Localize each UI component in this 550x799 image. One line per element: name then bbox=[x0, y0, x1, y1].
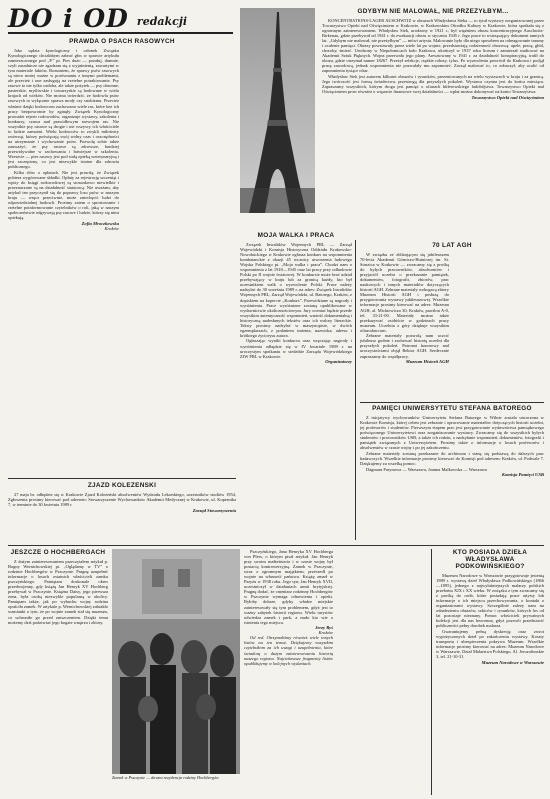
crowd-photo-caption: Zamek w Pszczynie — dawna rezydencja rodziny Hochbergów bbox=[112, 776, 220, 780]
article-agh-body bbox=[360, 252, 544, 394]
article-kto-para-1: Muzeum Narodowe w Warszawie przygotowuje jesienią 1989 r. wystawę dzieł Władysława Podkowińskiego (1866—1895), jednego z najwybitniejszych malarzy polskich przełomu XIX i XX wieku. W związku z tym zwracamy się z prośbą do osób, które posiadają prace artysty lub informacje o ich miejscu przechowywania, o kontakt z organizatorami wystawy. Szczególnie zależy nam na odnalezieniu obrazów, szkiców i rysunków, których los od lat pozostaje nieznany. Pomoc właścicieli prywatnych kolekcji jest dla nas bezcenna, gdyż pozwoli przedstawić publiczności pełny dorobek malarza. bbox=[436, 573, 544, 629]
article-gdybym-signature: Towarzystwo Opieki nad Oświęcimiem bbox=[471, 94, 544, 100]
article-moja bbox=[240, 232, 352, 540]
article-kto-signature: Muzeum Narodowe w Warszawie bbox=[481, 659, 544, 665]
article-kto-title: KTO POSIADA DZIEŁA WŁADYSŁAWA PODKOWIŃSKIEGO? bbox=[452, 549, 528, 570]
article-jeszcze-para-2: Pszczyńskiego, Jana Henryka XV Hochberga von Pless, o którym pisał artykuł. Jan Henryk przy swoim małżeństwie i w czasie wojny był postacią kontrowersyjną. Zamek w Pszczynie, wraz z ogromnym majątkiem, przeszedł po wojnie na własność państwa. Książę zmarł w Paryżu w 1938 roku. Jego syn, Jan Henryk XVII, uczestniczył w działaniach armii brytyjskiej. Pragnę dodać, że cmentarz rodzinny Hochbergów w Pszczynie wymaga odnowienia i opieki. Byłoby dobrze, gdyby władze miejskie zainteresowały się tym problemem, gdyż jest to ważny zabytek historii regionu. Wielu turystów odwiedza zamek i park, a mało kto wie o istnieniu tego miejsca. bbox=[244, 549, 333, 625]
article-prawda-body bbox=[8, 48, 236, 458]
article-gdybym-para-2: Władysław Siek jest autorem kilkuset obrazów i rysunków, prezentowanych na wielu wystawach w kraju i za granicą. Jego twórczość jest formą świadectwa, przestrogą dla przyszłych pokoleń. Wystawa czynna jest do końca miesiąca. Zapraszamy wszystkich, którym droga jest pamięć o ofiarach hitlerowskiego ludobójstwa. Towarzystwo Opieki nad Oświęcimiem prosi również o wsparcie finansowe swej działalności — wpłat można dokonywać na konto Towarzystwa. bbox=[322, 74, 544, 95]
article-jeszcze-body bbox=[8, 559, 108, 625]
article-agh-para-2: Zebrane materiały pozwolą nam uczcić jubileusz godnie i zachować historię uczelni dla przyszłych pokoleń. Patronat honorowy nad uroczystościami objął Rektor AGH. Serdecznie zapraszamy do współpracy. bbox=[360, 333, 449, 359]
article-jeszcze-title: JESZCZE O HOCHBERGACH bbox=[10, 549, 106, 556]
article-agh-para-1: W związku ze zbliżającym się jubileuszem 70-lecia Akademii Górniczo-Hutniczej im. St. Staszica w Krakowie — zwracamy się z prośbą do byłych pracowników, absolwentów i przyjaciół uczelni o przekazanie pamiątek, dokumentów, fotografii, zbiorów, prac naukowych i innych materiałów dotyczących historii AGH. Zebrane materiały wzbogacą zbiory Muzeum Historii AGH i posłużą do przygotowania wystawy jubileuszowej. Wszelkie informacje prosimy kierować na adres: Muzeum AGH, al. Mickiewicza 30, Kraków, pawilon A-0, tel. 33-21-00. Materiały można także przekazywać osobiście w godzinach pracy muzeum. Uczelnia z góry dziękuje wszystkim ofiarodawcom. bbox=[360, 252, 449, 333]
article-uniw-signature: Komisja Pamięci USB bbox=[501, 472, 544, 478]
divider bbox=[355, 240, 356, 540]
article-uniw-para-1: Z inicjatywy wychowanków Uniwersytetu Stefana Batorego w Wilnie została utworzona w Krakowie Komisja, której celem jest zebranie i opracowanie materiałów dotyczących historii uczelni, jej profesorów i studentów. Pierwszym etapem prac jest przygotowanie wydawnictwa pamiątkowego poświęconego Uniwersytetowi oraz zorganizowanie wystawy. Zwracamy się do wszystkich byłych studentów i pracowników USB, a także ich rodzin, o nadsyłanie wspomnień, dokumentów, fotografii i pamiątek związanych z Uniwersytetem. Prosimy także o informacje o losach profesorów i absolwentów w czasie wojny i po jej zakończeniu. bbox=[360, 415, 544, 451]
masthead-subtitle: redakcji bbox=[136, 15, 188, 28]
article-zjazd-title: ZJAZD KOLEŻEŃSKI bbox=[87, 482, 157, 489]
article-zjazd-signature: Zarząd Stowarzyszenia bbox=[192, 507, 236, 513]
article-prawda-place: Kraków bbox=[104, 225, 119, 231]
article-jeszcze-signature: Jerzy Ryś bbox=[315, 625, 333, 631]
article-zjazd-para: 27 maja br. odbędzie się w Krakowie Zjazd Koleżeński absolwentów Wydziału Lekarskiego, uczestników studiów 1954, Zgłoszenia prosimy kierować pod adresem: Stowarzyszenie Wychowanków Akademii Medycznej w Krakowie, ul. Kopernika 7, w terminie do 30 kwietnia 1989 r. bbox=[8, 492, 236, 508]
article-jeszcze-editor-note: Od red. Otrzymaliśmy również wiele innych listów na ten temat. Dziękujemy wszystkim czytelnikom za ich uwagi i uzupełnienia, które świadczą o dużym zainteresowaniu historią naszego regionu. Najciekawsze fragmenty listów opublikujemy w kolejnych wydaniach. bbox=[244, 635, 333, 666]
crowd-photo bbox=[112, 549, 240, 774]
article-jeszcze-continued bbox=[244, 549, 428, 795]
article-jeszcze-para-1: Z dużym zainteresowaniem przeczytałem artykuł p. Bogny Wernichowskiej pt. „Oglądamy w TV” o rodzinie Hochbergów w Pszczynie. Pragnę uzupełnić informacje o losach ostatnich właścicieli zamku pszczyńskiego. Pamiętam doskonale okres przedwojenny, gdy książę Jan Henryk XV Hochberg przebywał w Pszczynie. Księżna Daisy, jego pierwsza żona, była osobą niezwykle popularną w okolicy. Pamiętam także, jak po wybuchu wojny rodzina opuściła zamek. W artykule p. Wernichowskiej zabrakło wzmianki o tym, że po wojnie zamek stał się muzeum, co uchroniło go przed zniszczeniem. Dzięki temu możemy dziś podziwiać jego bogate wnętrza i zbiory. bbox=[8, 559, 108, 625]
article-prawda-signature: Zofia Mroczkowska bbox=[81, 220, 119, 226]
article-moja-para-2: Ogłaszając wyniki konkursu oraz wręczając nagrody i wyróżnienia odbędzie się w IV kwartale 1989 r. na uroczystym spotkaniu w siedzibie Zarządu Wojewódzkiego ZIW PRL w Krakowie. bbox=[240, 338, 352, 359]
article-zjazd bbox=[8, 482, 236, 540]
divider bbox=[8, 478, 236, 479]
article-agh-title: 70 LAT AGH bbox=[432, 242, 472, 249]
article-moja-title: MOJA WALKA I PRACA bbox=[257, 232, 335, 239]
article-gdybym-title: GDYBYM NIE MALOWAŁ, NIE PRZEŻYŁBYM... bbox=[357, 8, 509, 15]
article-agh-signature: Muzeum Historii AGH bbox=[405, 359, 449, 365]
masthead-title: DO i OD bbox=[8, 4, 129, 33]
article-gdybym-body bbox=[322, 18, 544, 100]
article-prawda-para-1: Jako sędzia kynologiczny i członek Związku Kynologicznego chciałabym zabrać głos w sprawie artykułu zamieszczonego pod „P.” pt. Pies dużo — pożałuj, dumnie, czyli zasadnicze nie zgadzam się z wyjaśnienią, zawartymi w tym materiale faktów. Rozumiem, że sprawy psów rasowych są nieco mniej ważne w porównaniu z innymi problemami, ale przecież i one zasługują na rzetelne potraktowanie. Psy rasowe to nie tylko ozdoba, ale także pożytek — psy obronne, pasterskie, myśliwskie i towarzyskie są hodowane w wielu krajach od wieków. Nie można twierdzić, że hodowla psów rasowych to wyłącznie sprawa mody czy snobizmu. Przecież właśnie dzięki hodowcom zachowano wiele ras, które bez ich pracy bezpowrotnie by zginęły. Związek Kynologiczny prowadzi rejestr rodowodów, organizuje wystawy, szkolenia i konkursy, czuwa nad prawidłowym rozwojem ras. Nie wszystkie psy rasowe są drogie i nie wszyscy ich właściciele to ludzie zamożni. Wielu hodowców to zwykli miłośnicy zwierząt, którzy poświęcają swój wolny czas i oszczędności na utrzymanie i wychowanie psów. Pozwolę sobie także zauważyć, że psy rasowe są zdrowsze, bardziej przewidywalne w zachowaniu i łatwiejsze w szkoleniu. Wreszcie — pies rasowy jest pod stałą opieką weterynaryjną i jest szczepiony, co jest niezwykle istotne dla zdrowia publicznego. bbox=[8, 48, 119, 170]
article-zjazd-body bbox=[8, 492, 236, 513]
eiffel-tower-photo bbox=[240, 8, 315, 213]
article-kto-body bbox=[436, 573, 544, 665]
article-jeszcze bbox=[8, 549, 108, 795]
article-uniw-contact: Dagmara Parynowa — Warszawa, Joanna Malkowska — Warszawa bbox=[366, 466, 487, 472]
masthead bbox=[8, 4, 233, 34]
article-uniw-para-2: Zebrane materiały zostaną przekazane do archiwum i staną się podstawą do dalszych prac badawczych. Wszelkie informacje prosimy kierować do Komisji pod adresem: Kraków, ul. Podwale 7. Dziękujemy za wszelką pomoc. bbox=[360, 450, 544, 467]
divider bbox=[360, 402, 544, 403]
article-uniw-title: PAMIĘCI UNIWERSYTETU STEFANA BATOREGO bbox=[372, 405, 532, 412]
article-gdybym-para-1: KONCENTRATIONS-LAGER AUSCHWITZ w obrazach Władysława Sieka — to tytuł wystawy zorganizowanej przez Towarzystwo Opieki nad Oświęcimiem w Krakowie, w Krakowskim Ośrodku Kultury w Krakowie, która spotkała się z ogromnym zainteresowaniem. Władysław Siek, urodzony w 1921 r., był więźniem obozu koncentracyjnego Auschwitz-Birkenau, gdzie przebywał od 1941 r. do ewakuacji obozu w styczniu 1945 r. Jego prace to wstrząsający dokument tamtych lat. „Gdybym nie malował, nie przeżyłbym” — mówi artysta. Malowanie było dla niego sposobem na odreagowanie traumy i ocalenie pamięci. Obrazy powstawały przez wiele lat po wojnie, przedstawiają codzienność obozową: apele, pracę, głód, choroby, śmierć. Urodzony w Niepołomicach koło Krakowa, ukończył w 1937 roku liceum i zamierzał studiować na Akademii Sztuk Pięknych. Wojna przerwała jego plany. Aresztowany w 1941 r. za działalność konspiracyjną, trafił do obozu, gdzie otrzymał numer 18267. Przeżył selekcje, ciężkie roboty, tyfus. Po wyzwoleniu powrócił do Krakowa i podjął pracę zawodową, jednak wspomnienia nie pozwalały mu zapomnieć. Zaczął malować to, co zobaczył, aby ocalić od zapomnienia tysiące ofiar. bbox=[322, 18, 544, 74]
article-prawda bbox=[8, 38, 236, 478]
article-prawda-title: PRAWDA O PSACH RASOWYCH bbox=[69, 38, 175, 45]
article-prawda-para-2: Kilka słów o opłatach. Nie jest prawdą, że Związek pobiera wygórowane składki. Opłaty za rejestrację szczeniąt i wpisy do księgi rodowodowej są stosunkowo niewielkie i przeznaczone są na działalność statutową. Nie uważam, aby artykuł ten przyczynił się do poprawy losu psów w naszym kraju — wręcz przeciwnie, może zniechęcić ludzi do odpowiedzialnej hodowli. Prosimy zatem o sprostowanie i rzetelne poinformowanie czytelników o roli, jaką w naszym społeczeństwie odgrywają psy rasowe i ludzie, którzy się nimi opiekują. bbox=[8, 169, 119, 221]
article-jeszcze-place: Kraków bbox=[318, 630, 333, 636]
divider bbox=[8, 545, 544, 546]
crowd-illustration bbox=[112, 549, 240, 774]
article-moja-para-1: Związek Inwalidów Wojennych PRL — Zarząd Wojewódzki i Komisja Historyczna Oddziału Krakowsko-Nowohuckiego w Krakowie ogłasza konkurs na wspomnienia kombatanckie z okazji 45 rocznicy utworzenia ludowego Wojska Polskiego pt. „Moja walka i praca”. Chodzi nam o wspomnienia z lat 1918—1945 oraz lat pracy przy odbudowie Polski po II wojnie światowej. W konkursie może brać udział przebywający w kraju lub za granicą każdy, kto był uczestnikiem walk o wyzwolenie Polski. Prace należy nadsyłać do 30 września 1989 r. na adres: Związek Inwalidów Wojennych PRL, Zarząd Wojewódzki, ul. Batorego, Kraków, z dopiskiem na kopercie „Konkurs”. Przewidziane są nagrody i wyróżnienia. Prace wyróżnione zostaną opublikowane w wydawnictwie okolicznościowym. Jury oceniać będzie przede wszystkim autentyczność wspomnień, wartość dokumentalną i historyczną nadesłanych tekstów oraz ich walory literackie. Teksty prosimy nadsyłać w maszynopisie, w dwóch egzemplarzach, z podaniem imienia, nazwiska, adresu i krótkiego życiorysu autora. bbox=[240, 242, 352, 338]
article-uniw-body bbox=[360, 415, 544, 477]
article-moja-signature: Organizatorzy bbox=[325, 359, 352, 365]
article-gdybym bbox=[322, 8, 544, 238]
article-moja-body bbox=[240, 242, 352, 364]
article-uniw bbox=[360, 405, 544, 543]
eiffel-tower-illustration bbox=[240, 8, 315, 213]
article-jeszcze-continued-body bbox=[244, 549, 428, 793]
article-kto-para-2: Gwarantujemy pełną dyskrecję oraz zwrot wypożyczonych dzieł po zakończeniu wystawy. Koszty transportu i ubezpieczenia pokrywa Muzeum. Wszelkie informacje prosimy kierować na adres: Muzeum Narodowe w Warszawie, Dział Malarstwa Polskiego, Al. Jerozolimskie 3, tel. 21-10-31. bbox=[436, 629, 544, 660]
article-agh bbox=[360, 242, 544, 402]
divider bbox=[431, 549, 432, 795]
article-kto bbox=[436, 549, 544, 795]
